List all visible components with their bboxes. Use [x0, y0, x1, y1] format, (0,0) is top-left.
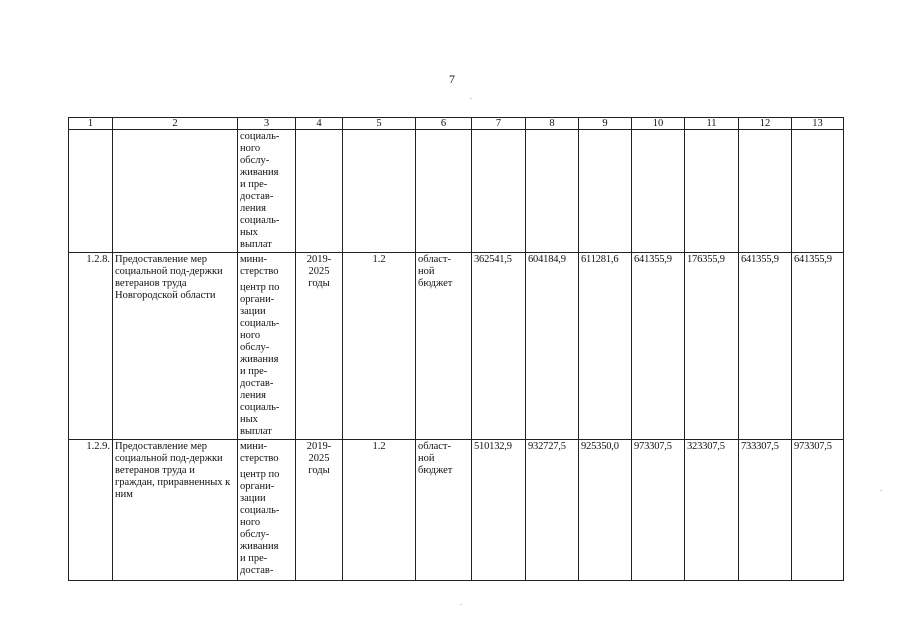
value-col-13: 973307,5: [792, 440, 844, 581]
value-col-12: 733307,5: [739, 440, 792, 581]
table-row: [69, 440, 844, 581]
cell: [69, 130, 113, 253]
value-col-10: 973307,5: [632, 440, 685, 581]
cell: [113, 130, 238, 253]
executor-continuation: социаль- ного обслу- живания и пре- достав- ления социаль- ных выплат: [238, 130, 296, 253]
program-table: [68, 117, 844, 581]
column-header-12: 12: [739, 118, 792, 130]
measure-name: Предоставление мер социальной под-держки ветеранов труда Новгородской области: [113, 253, 238, 440]
value-col-8: 932727,5: [526, 440, 579, 581]
cell: [296, 130, 343, 253]
value-col-11: 323307,5: [685, 440, 739, 581]
executor: [238, 253, 296, 440]
target-indicator: 1.2: [343, 440, 416, 581]
value-col-7: 362541,5: [472, 253, 526, 440]
cell: [632, 130, 685, 253]
column-header-2: 2: [113, 118, 238, 130]
executor-center: центр по органи- зации социаль- ного обслу- живания и пре- достав-: [240, 469, 280, 576]
cell: [739, 130, 792, 253]
cell: [472, 130, 526, 253]
cell: [343, 130, 416, 253]
period: 2019- 2025 годы: [296, 440, 343, 581]
value-col-10: 641355,9: [632, 253, 685, 440]
cell: [526, 130, 579, 253]
column-header-13: 13: [792, 118, 844, 130]
column-header-6: 6: [416, 118, 472, 130]
scan-speck: [880, 490, 882, 491]
page-number: 7: [449, 72, 455, 86]
funding-source: област- ной бюджет: [416, 440, 472, 581]
column-header-8: 8: [526, 118, 579, 130]
row-number: 1.2.9.: [69, 440, 113, 581]
continuation-row: [69, 130, 844, 253]
value-col-9: 611281,6: [579, 253, 632, 440]
row-number: 1.2.8.: [69, 253, 113, 440]
table-row: [69, 253, 844, 440]
scan-speck: [460, 604, 462, 605]
value-col-12: 641355,9: [739, 253, 792, 440]
column-header-4: 4: [296, 118, 343, 130]
column-header-9: 9: [579, 118, 632, 130]
value-col-13: 641355,9: [792, 253, 844, 440]
column-header-5: 5: [343, 118, 416, 130]
cell: [685, 130, 739, 253]
header-row: [69, 118, 844, 130]
column-header-1: 1: [69, 118, 113, 130]
column-header-3: 3: [238, 118, 296, 130]
funding-source: област- ной бюджет: [416, 253, 472, 440]
target-indicator: 1.2: [343, 253, 416, 440]
column-header-10: 10: [632, 118, 685, 130]
measure-name: Предоставление мер социальной под-держки ветеранов труда и граждан, приравненных к ним: [113, 440, 238, 581]
executor-ministry: мини- стерство: [240, 441, 279, 464]
period: 2019- 2025 годы: [296, 253, 343, 440]
value-col-11: 176355,9: [685, 253, 739, 440]
column-header-11: 11: [685, 118, 739, 130]
value-col-7: 510132,9: [472, 440, 526, 581]
column-header-7: 7: [472, 118, 526, 130]
scan-speck: [470, 98, 472, 99]
value-col-8: 604184,9: [526, 253, 579, 440]
cell: [416, 130, 472, 253]
executor-ministry: мини- стерство: [240, 254, 279, 277]
value-col-9: 925350,0: [579, 440, 632, 581]
executor: [238, 440, 296, 581]
cell: [792, 130, 844, 253]
executor-center: центр по органи- зации социаль- ного обслу- живания и пре- достав- ления социаль- ных выплат: [240, 282, 280, 437]
cell: [579, 130, 632, 253]
